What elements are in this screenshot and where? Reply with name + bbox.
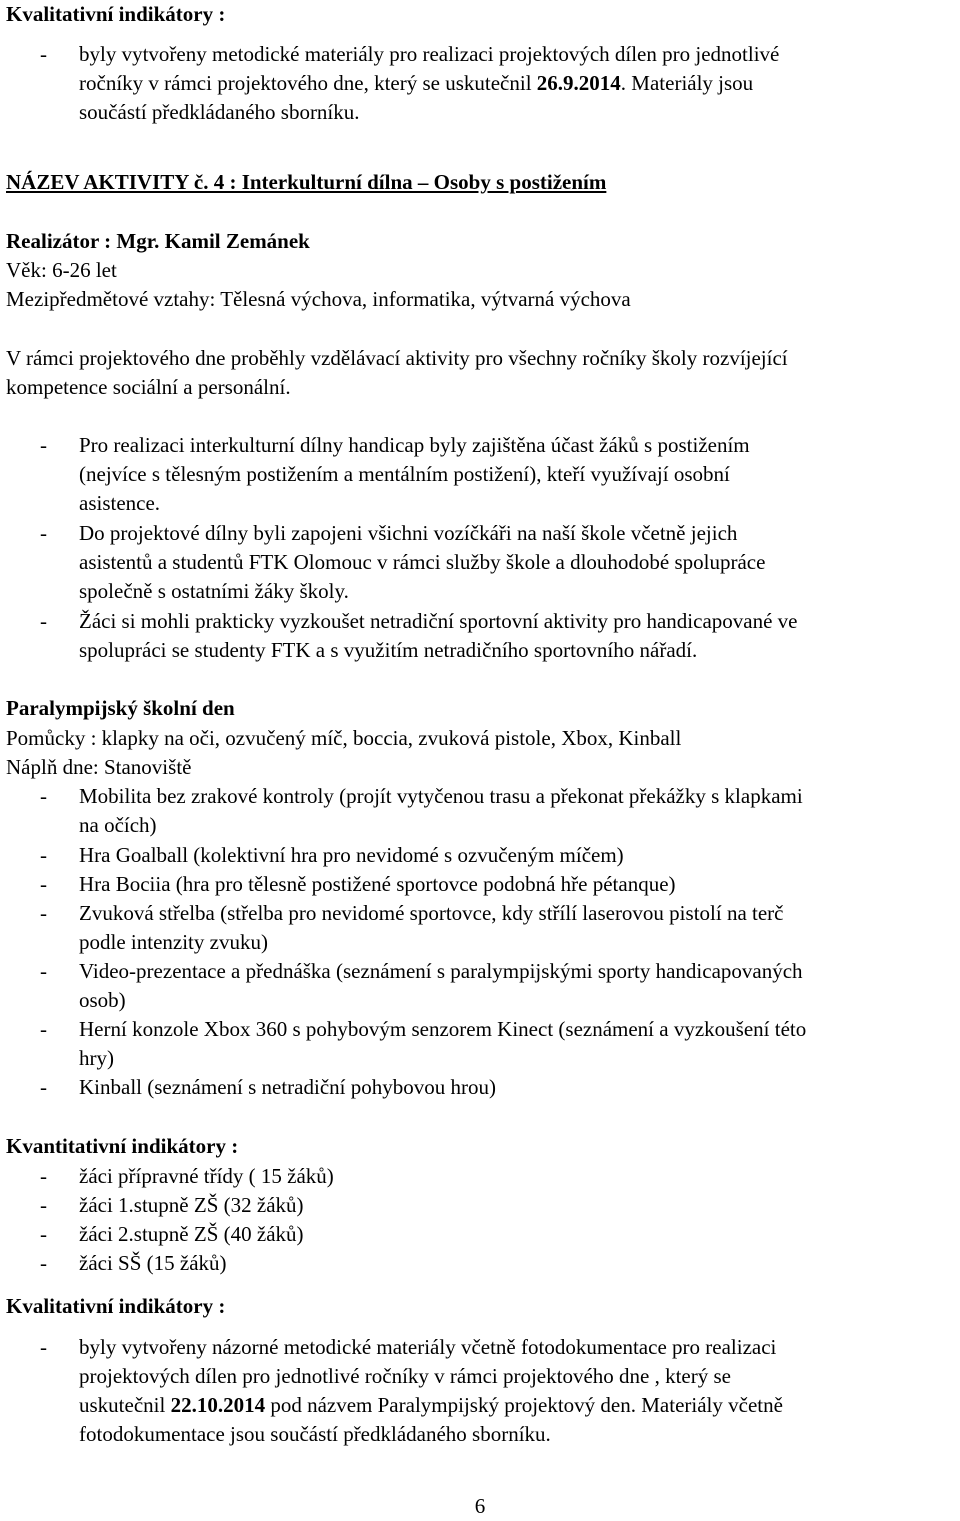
cross-subject-relations: Mezipředmětové vztahy: Tělesná výchova, informatika, výtvarná výchova bbox=[6, 287, 631, 311]
realizator: Realizátor : Mgr. Kamil Zemánek bbox=[6, 229, 310, 253]
quant-item bbox=[6, 1162, 954, 1191]
bullet-dash: - bbox=[40, 1193, 47, 1217]
bullet-line: spolupráci se studenty FTK a s využitím netradičního sportovního nářadí. bbox=[79, 638, 698, 662]
tools-line: Pomůcky : klapky na oči, ozvučený míč, boccia, zvuková pistole, Xbox, Kinball bbox=[6, 726, 682, 750]
activity-title: NÁZEV AKTIVITY č. 4 : Interkulturní dílna – Osoby s postižením bbox=[6, 170, 607, 194]
text-run: . Materiály jsou bbox=[620, 71, 754, 95]
section-heading: Kvalitativní indikátory : bbox=[6, 2, 226, 26]
intro-line: V rámci projektového dne proběhly vzdělávací aktivity pro všechny ročníky školy rozvíjející bbox=[6, 346, 788, 370]
quant-heading: Kvantitativní indikátory : bbox=[6, 1134, 239, 1158]
bullet-line: projektových dílen pro jednotlivé ročníky v rámci projektového dne , který se bbox=[79, 1364, 731, 1388]
paralympic-heading: Paralympijský školní den bbox=[6, 696, 235, 720]
station-item bbox=[6, 899, 954, 957]
bullet-dash: - bbox=[40, 609, 47, 633]
bullet-line: asistentů a studentů FTK Olomouc v rámci služby škole a dlouhodobé spolupráce bbox=[79, 550, 766, 574]
quant-line: žáci SŠ (15 žáků) bbox=[79, 1251, 227, 1275]
station-item bbox=[6, 1073, 954, 1102]
date-highlight: 26.9.2014 bbox=[536, 71, 621, 95]
bullet-line: Žáci si mohli prakticky vyzkoušet netradiční sportovní aktivity pro handicapované ve bbox=[79, 609, 798, 633]
bullet-item bbox=[6, 607, 954, 665]
station-item bbox=[6, 1015, 954, 1073]
bullet-line: součástí předkládaného sborníku. bbox=[79, 100, 360, 124]
bullet-dash: - bbox=[40, 784, 47, 808]
station-line: na očích) bbox=[79, 813, 157, 837]
station-item bbox=[6, 782, 954, 840]
bullet-dash: - bbox=[40, 1075, 47, 1099]
bullet-dash: - bbox=[40, 959, 47, 983]
text-run: uskutečnil bbox=[79, 1393, 171, 1417]
station-line: Kinball (seznámení s netradiční pohybovou hrou) bbox=[79, 1075, 496, 1099]
bullet-dash: - bbox=[40, 1164, 47, 1188]
bullet-dash: - bbox=[40, 1335, 47, 1359]
bullet-dash: - bbox=[40, 1017, 47, 1041]
station-line: Hra Bociia (hra pro tělesně postižené sportovce podobná hře pétanque) bbox=[79, 872, 676, 896]
quant-item bbox=[6, 1220, 954, 1249]
date-highlight: 22.10.2014 bbox=[170, 1393, 266, 1417]
bullet-dash: - bbox=[40, 1222, 47, 1246]
station-line: Video-prezentace a přednáška (seznámení s paralympijskými sporty handicapovaných bbox=[79, 959, 803, 983]
quant-line: žáci 2.stupně ZŠ (40 žáků) bbox=[79, 1222, 304, 1246]
bullet-dash: - bbox=[40, 42, 47, 66]
bullet-line: Pro realizaci interkulturní dílny handicap byly zajištěna účast žáků s postižením bbox=[79, 433, 750, 457]
bullet-dash: - bbox=[40, 1251, 47, 1275]
bullet-line: byly vytvořeny metodické materiály pro realizaci projektových dílen pro jednotlivé bbox=[79, 42, 780, 66]
quant-line: žáci 1.stupně ZŠ (32 žáků) bbox=[79, 1193, 304, 1217]
bullet-line: společně s ostatními žáky školy. bbox=[79, 579, 349, 603]
bullet-dash: - bbox=[40, 433, 47, 457]
station-item bbox=[6, 957, 954, 1015]
qual-heading: Kvalitativní indikátory : bbox=[6, 1294, 226, 1318]
quant-item bbox=[6, 1191, 954, 1220]
station-line: Mobilita bez zrakové kontroly (projít vytyčenou trasu a překonat překážky s klapkami bbox=[79, 784, 803, 808]
age-range: Věk: 6-26 let bbox=[6, 258, 117, 282]
station-line: osob) bbox=[79, 988, 126, 1012]
station-line: Herní konzole Xbox 360 s pohybovým senzorem Kinect (seznámení a vyzkoušení této bbox=[79, 1017, 807, 1041]
bullet-line: Do projektové dílny byli zapojeni všichni vozíčkáři na naší škole včetně jejich bbox=[79, 521, 738, 545]
station-line: Hra Goalball (kolektivní hra pro nevidomé s ozvučeným míčem) bbox=[79, 843, 624, 867]
quant-line: žáci přípravné třídy ( 15 žáků) bbox=[79, 1164, 334, 1188]
bullet-line: fotodokumentace jsou součástí předkládaného sborníku. bbox=[79, 1422, 551, 1446]
station-line: podle intenzity zvuku) bbox=[79, 930, 268, 954]
bullet-line: byly vytvořeny názorné metodické materiály včetně fotodokumentace pro realizaci bbox=[79, 1335, 777, 1359]
bullet-item bbox=[6, 40, 954, 127]
bullet-dash: - bbox=[40, 872, 47, 896]
bullet-item bbox=[6, 519, 954, 606]
content-line: Náplň dne: Stanoviště bbox=[6, 755, 192, 779]
station-line: Zvuková střelba (střelba pro nevidomé sportovce, kdy střílí laserovou pistolí na terč bbox=[79, 901, 784, 925]
bullet-line: asistence. bbox=[79, 491, 161, 515]
bullet-line bbox=[79, 1391, 954, 1420]
bullet-line: (nejvíce s tělesným postižením a mentálním postižení), kteří využívají osobní bbox=[79, 462, 730, 486]
bullet-item bbox=[6, 431, 954, 518]
quant-item bbox=[6, 1249, 954, 1278]
text-run: ročníky v rámci projektového dne, který se uskutečnil bbox=[79, 71, 537, 95]
text-run: pod názvem Paralympijský projektový den. Materiály včetně bbox=[265, 1393, 783, 1417]
station-item bbox=[6, 870, 954, 899]
bullet-item bbox=[6, 1333, 954, 1449]
bullet-dash: - bbox=[40, 901, 47, 925]
bullet-dash: - bbox=[40, 843, 47, 867]
bullet-dash: - bbox=[40, 521, 47, 545]
intro-line: kompetence sociální a personální. bbox=[6, 375, 291, 399]
bullet-line bbox=[79, 69, 954, 98]
station-line: hry) bbox=[79, 1046, 114, 1070]
station-item bbox=[6, 841, 954, 870]
page-number: 6 bbox=[474, 1494, 486, 1518]
